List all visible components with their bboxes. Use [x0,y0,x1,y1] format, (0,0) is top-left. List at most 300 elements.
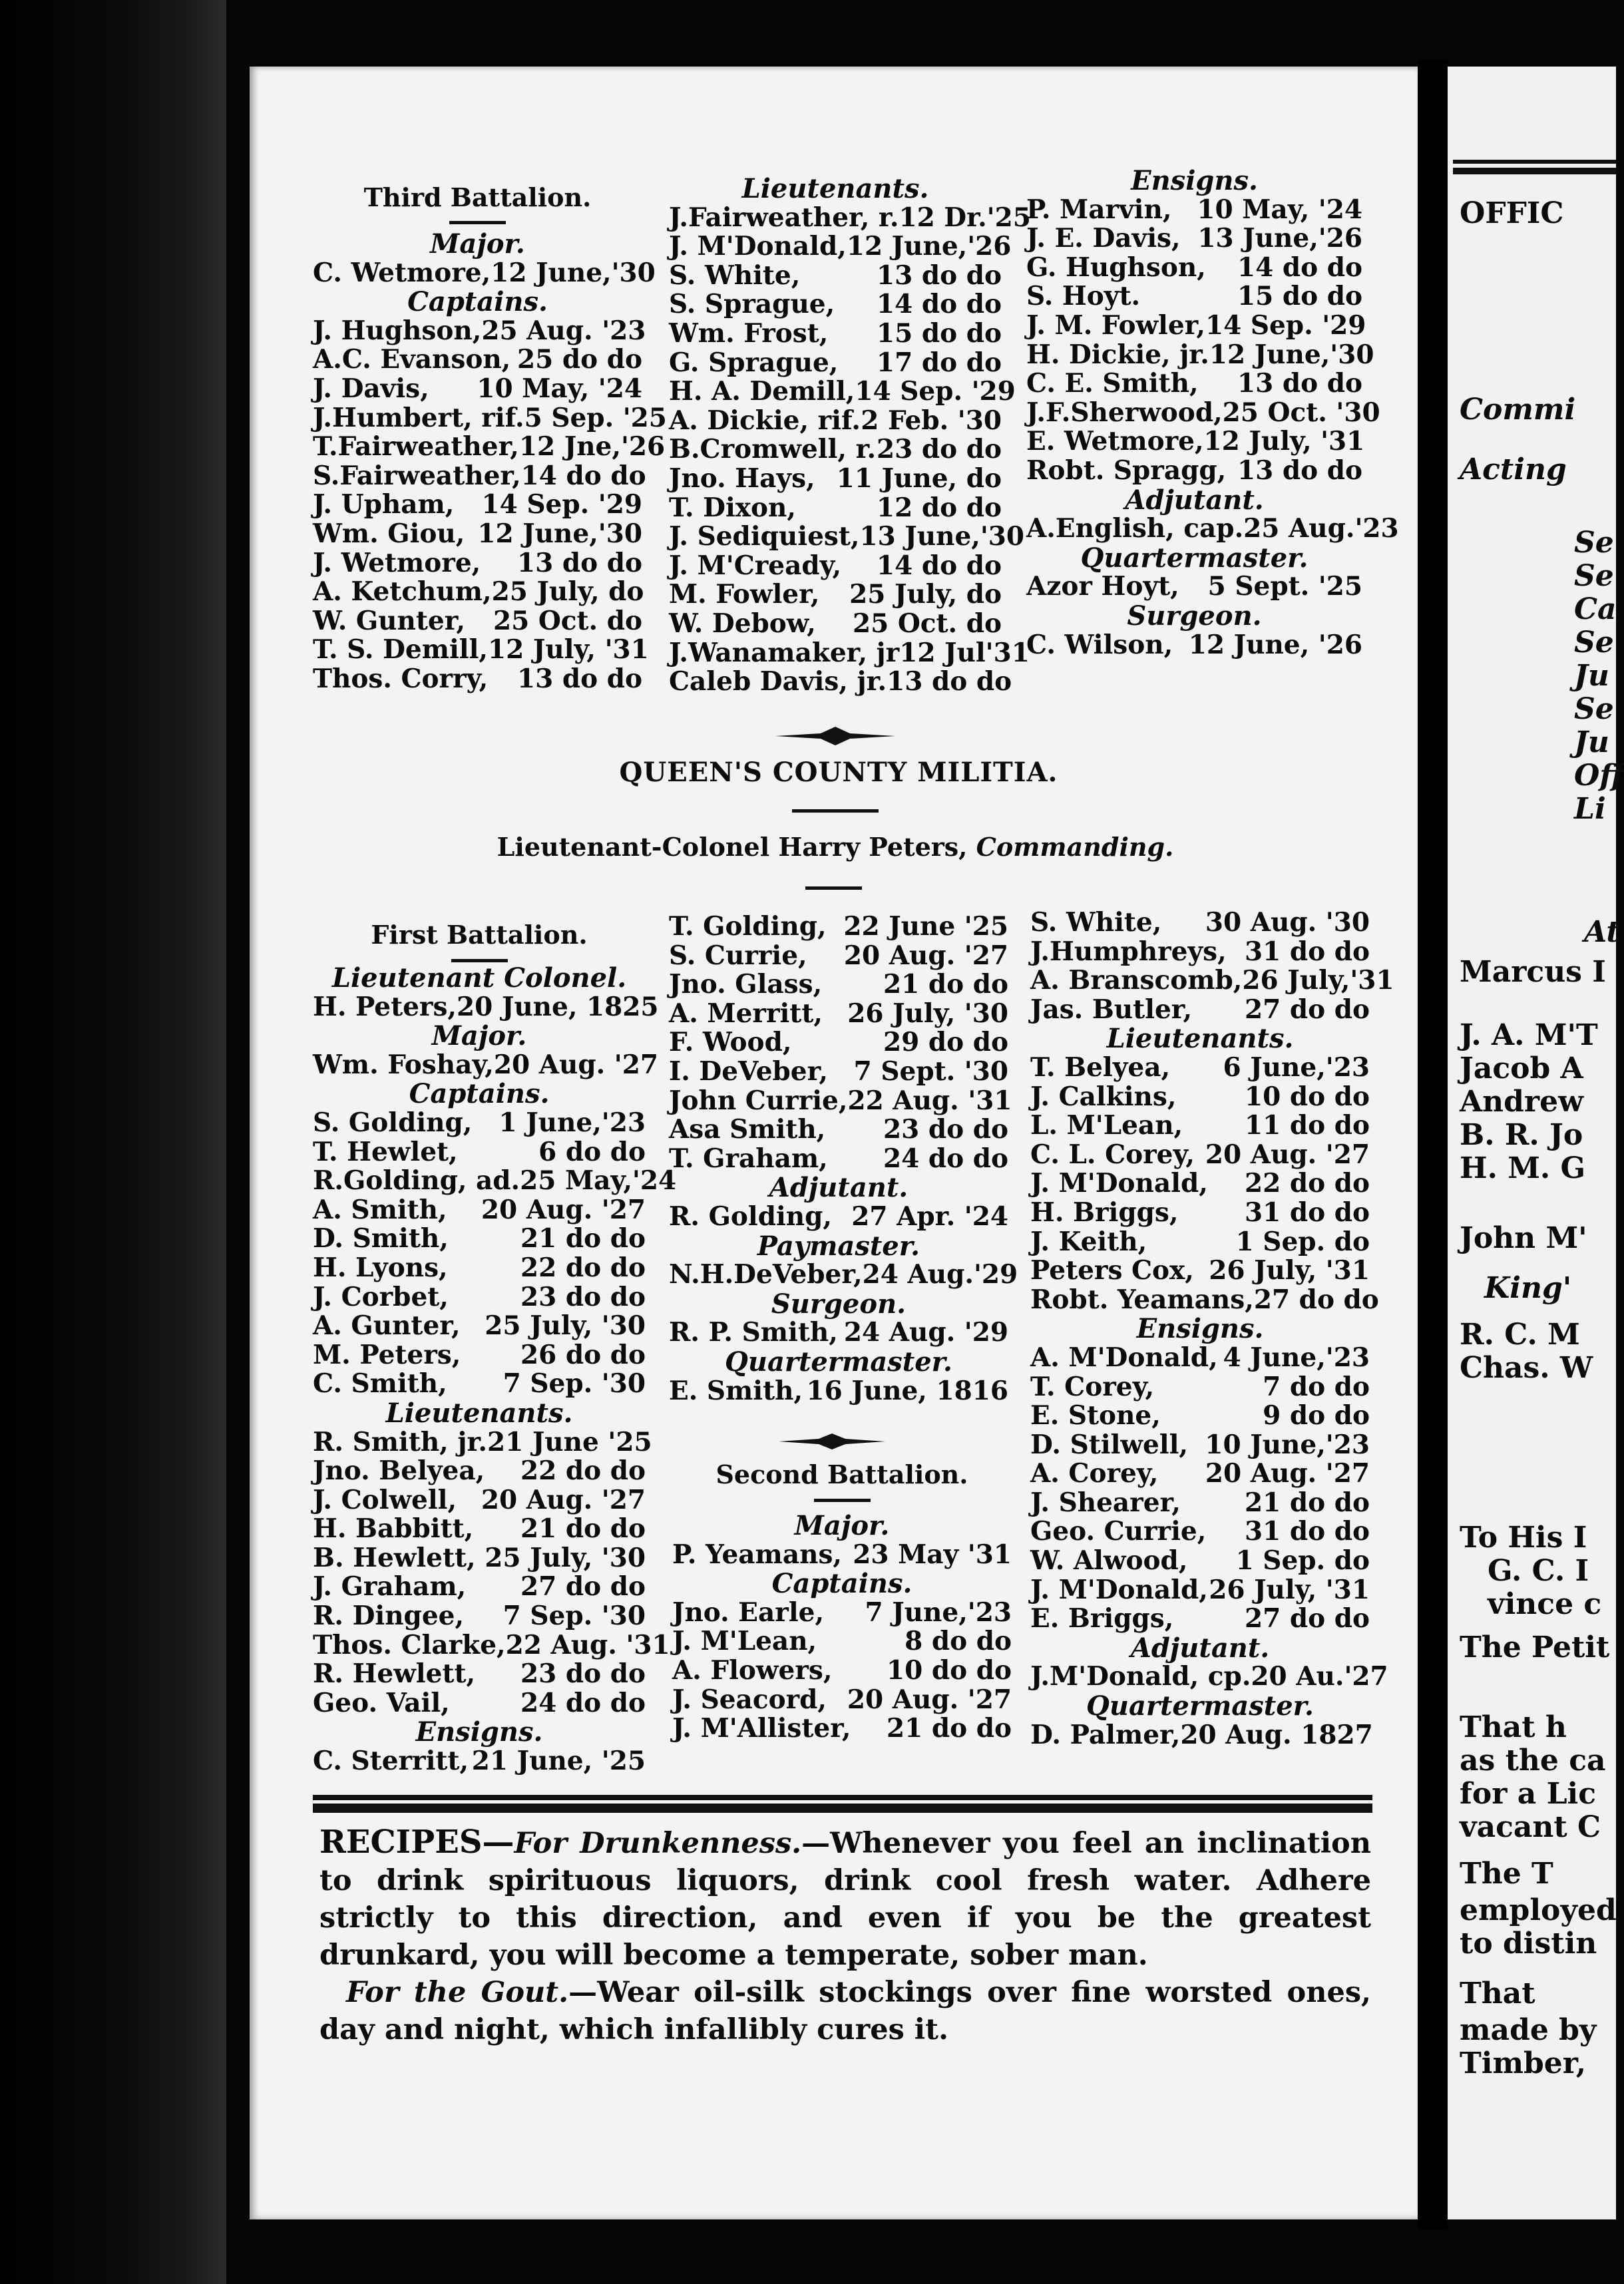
officer-entry [1030,965,1394,996]
facing-page-line: That [1460,1977,1535,2010]
officer-name: Caleb Davis, jr. [669,666,887,697]
officer-name: G. Hughson, [1026,252,1206,283]
officer-entry [313,1515,646,1544]
commission-date: 20 Aug. '27 [1205,1139,1370,1170]
commission-date: 21 do do [520,1513,646,1545]
facing-page-line: J. A. M'T [1460,1018,1598,1052]
officer-list [313,962,677,1777]
commission-date: 25 Oct. do [493,605,642,636]
facing-page-line: to distin [1460,1927,1597,1961]
officer-name: W. Alwood, [1030,1545,1188,1577]
officer-name: Jas. Butler, [1030,994,1193,1025]
commission-date: 12 June,'30 [477,518,642,549]
commission-date: 10 June,'23 [1205,1429,1370,1460]
commission-date: 25 Aug.'23 [1243,513,1399,544]
officer-name: S. Sprague, [669,289,835,320]
officer-entry [669,1259,1018,1290]
officer-entry [669,1057,1008,1087]
officer-name: J. M'Allister, [672,1713,851,1744]
facing-rule [1453,160,1616,164]
rank-heading: Quartermaster. [1080,542,1309,574]
officer-name: Peters Cox, [1030,1255,1194,1286]
officer-name: T. Corey, [1030,1371,1155,1402]
officer-name: H. Dickie, jr. [1026,339,1209,370]
officer-name: C. E. Smith, [1026,368,1199,399]
officer-entry [1030,1256,1370,1286]
officer-name: J. Corbet, [313,1281,449,1312]
officer-name: J. Hughson, [313,315,482,346]
commission-date: 31 do do [1245,1197,1370,1228]
facing-page-line: Li [1574,792,1606,826]
commission-date: 20 Aug. '27 [847,1684,1012,1715]
officer-entry [669,610,1002,639]
first-battalion-col1 [313,916,677,1777]
facing-page-line: Jacob A [1460,1051,1583,1085]
officer-entry [669,494,1002,523]
officer-entry [1026,282,1362,311]
officer-entry [669,435,1002,465]
rank-heading: Captains. [771,1568,913,1600]
officer-entry [669,465,1002,494]
officer-name: R. Hewlett, [313,1658,476,1690]
officer-entry [1026,631,1362,660]
commission-date: 23 May '31 [853,1539,1012,1570]
commission-date: 20 Au.'27 [1251,1661,1388,1692]
commission-date: 17 do do [877,347,1002,378]
officer-name: W. Debow, [669,608,816,639]
commission-date: 22 do do [520,1252,646,1283]
officer-list [672,1511,1012,1744]
officer-entry [313,1426,652,1457]
officer-entry [313,1602,646,1631]
officer-entry [1030,1547,1370,1576]
officer-name: A. Smith, [313,1194,447,1225]
officer-name: T.Fairweather, [313,431,519,463]
officer-name: J. M'Donald, [1030,1574,1208,1605]
officer-entry [313,1312,646,1341]
officer-entry [669,637,1030,668]
officer-entry [1026,196,1362,225]
facing-page-line: vacant C [1460,1810,1601,1844]
commission-date: 25 do do [517,344,642,375]
facing-page [1448,67,1624,2219]
officer-entry [313,1689,646,1718]
commission-date: 14 Sep. '29 [1205,309,1366,341]
commander-name: Lieutenant-Colonel Harry Peters, [497,832,968,862]
officer-entry [313,315,646,346]
rank-heading: Captains. [407,286,548,318]
section-rule [313,1795,1372,1800]
commission-date: 7 Sep. '30 [503,1368,646,1400]
officer-entry [669,552,1002,581]
officer-name: S. Currie, [669,940,807,971]
commission-date: 12 do do [877,492,1002,523]
commission-date: 27 Apr. '24 [851,1201,1008,1232]
officer-name: Robt. Yeamans, [1030,1284,1254,1315]
commission-date: 23 do do [877,434,1002,465]
commission-date: 12 Jul'31 [899,637,1030,668]
officer-name: T. Golding, [669,911,827,942]
officer-entry [313,1544,646,1573]
officer-entry [1030,1605,1370,1634]
officer-entry [669,970,1008,1000]
officer-name: T. S. Demill, [313,634,489,666]
facing-page-line: That h [1460,1710,1567,1744]
rank-heading: Captains. [409,1078,550,1110]
officer-entry [313,634,649,666]
officer-name: T. Belyea, [1030,1051,1171,1083]
commission-date: 14 do do [877,550,1002,581]
commission-date: 25 July, do [849,579,1002,610]
officer-name: J. Davis, [313,373,429,404]
officer-entry [1026,309,1366,341]
officer-name: J. M'Cready, [669,550,842,581]
recipes-heading: RECIPES— [319,1823,514,1861]
drunkenness-text: —Whenever you feel an inclination to drink spirituous liquors, drink cool fresh water. Adhere strictly to this direction, and even if you be the greatest drunkard, you will become a temperate, sober man. [319,1827,1371,1972]
officer-name: R. P. Smith, [669,1317,838,1348]
commission-date: 27 do do [1245,994,1370,1025]
officer-name: R.Golding, ad. [313,1165,520,1197]
commission-date: 24 Aug. '29 [843,1317,1008,1348]
commission-date: 25 July, do [491,576,644,608]
commission-date: 22 do do [1245,1168,1370,1199]
rank-heading: Adjutant. [1130,1632,1270,1664]
officer-entry [1030,1517,1370,1547]
officer-entry [313,1225,646,1254]
officer-name: A. Gunter, [313,1310,461,1342]
commission-date: 9 do do [1263,1400,1370,1431]
officer-list [669,911,1018,1406]
commission-date: 27 do do [520,1571,646,1603]
officer-entry [672,1541,1012,1570]
rank-heading: Major. [430,228,525,260]
facing-page-line: Timber, [1460,2046,1587,2080]
officer-name: P. Marvin, [1026,194,1172,225]
officer-entry [1026,426,1365,457]
officer-entry [313,1341,646,1370]
officer-entry [1026,369,1362,399]
commission-date: 1 Sep. do [1235,1545,1370,1577]
rank-heading: Quartermaster. [725,1346,952,1378]
rank-heading: Surgeon. [1127,600,1262,632]
officer-name: J. Shearer, [1030,1487,1181,1518]
officer-name: F. Wood, [669,1027,792,1058]
ornament-divider [779,1431,885,1452]
commission-date: 25 Aug. '23 [481,315,646,346]
third-battalion-col3 [1026,165,1399,660]
commission-date: 7 Sept. '30 [853,1055,1008,1087]
commission-date: 1 June,'23 [499,1107,646,1138]
facing-page-line: R. C. M [1460,1318,1580,1352]
commission-date: 4 June,'23 [1223,1342,1370,1373]
officer-name: I. DeVeber, [669,1055,828,1087]
commission-date: 25 May,'24 [520,1165,677,1197]
commission-date: 5 Sept. '25 [1207,571,1362,602]
officer-entry [313,1457,646,1486]
commission-date: 20 Aug. '27 [481,1484,646,1515]
officer-entry [313,490,642,520]
officer-entry [313,991,659,1022]
recipes-paragraph [319,1823,1371,2048]
commission-date: 25 Oct. '30 [1222,397,1380,428]
commission-date: 31 do do [1245,936,1370,967]
commission-date: 20 Aug. '27 [481,1194,646,1225]
facing-page-line: Ju [1574,659,1609,693]
officer-entry [1030,1373,1370,1402]
drunkenness-title: For Drunkenness. [514,1827,802,1860]
commission-date: 27 do do [1245,1603,1370,1634]
facing-page-line: Marcus I [1460,955,1606,989]
rank-heading: Major. [794,1510,890,1541]
officer-name: J. M'Lean, [672,1626,817,1657]
commission-date: 10 do do [887,1654,1012,1686]
officer-name: S. Hoyt. [1026,281,1141,312]
officer-entry [313,1254,646,1283]
officer-name: Wm. Giou, [313,518,465,549]
commission-date: 11 do do [1245,1110,1370,1141]
officer-entry [669,319,1002,349]
commission-date: 25 July, '30 [485,1310,646,1342]
first-battalion-col2 [669,911,1018,1406]
commission-date: 12 Jne,'26 [518,431,666,463]
queens-county-title: QUEEN'S COUNTY MILITIA. [619,757,1058,788]
officer-entry [1030,1169,1370,1199]
officer-entry [313,520,642,549]
commission-date: 22 do do [520,1455,646,1487]
facing-page-line: King' [1484,1271,1572,1305]
ornament-divider [775,724,895,748]
commission-date: 1 Sep. do [1235,1226,1370,1257]
officer-entry [672,1599,1012,1628]
officer-entry [672,1686,1012,1715]
second-battalion [672,1457,1012,1744]
commission-date: 23 do do [520,1281,646,1312]
officer-entry [669,202,1031,233]
facing-page-line: Off [1574,759,1624,793]
officer-name: Thos. Corry, [313,663,489,694]
officer-name: E. Briggs, [1030,1603,1174,1634]
gout-text: —Wear oil-silk stockings over fine worsted ones, day and night, which infallibly cures it. [319,1976,1372,2046]
officer-name: E. Smith, [669,1375,803,1406]
facing-page-line: Se [1574,692,1614,726]
officer-entry [669,349,1002,378]
commission-date: 23 do do [520,1658,646,1690]
officer-name: A. M'Donald, [1030,1342,1218,1373]
gout-title: For the Gout. [346,1976,569,2009]
commission-date: 26 July, '30 [847,998,1008,1029]
commission-date: 24 do do [520,1687,646,1718]
rank-heading: Lieutenants. [741,173,929,204]
rank-heading: Paymaster. [757,1230,920,1262]
commission-date: 10 May, '24 [1197,194,1362,225]
commission-date: 13 June,'30 [859,521,1025,552]
commission-date: 5 Sep. '25 [524,402,667,433]
facing-page-line: Se [1574,559,1614,593]
commission-date: 14 Sep. '29 [481,489,642,520]
officer-entry [313,1747,646,1776]
facing-page-line: Commi [1460,393,1576,427]
officer-entry [313,578,642,607]
commission-date: 21 do do [1245,1487,1370,1518]
officer-entry [1026,457,1362,486]
officer-name: G. Sprague, [669,347,839,378]
officer-entry [1026,513,1399,544]
officer-entry [313,665,642,694]
facing-page-line: Chas. W [1460,1351,1593,1385]
officer-entry [672,1714,1012,1744]
officer-entry [313,345,642,375]
book-binding [0,0,226,2284]
officer-entry [313,1486,646,1515]
divider [792,809,879,813]
officer-name: John Currie, [669,1085,848,1116]
third-battalion-title: Third Battalion. [363,182,592,212]
officer-name: B. Hewlett, [313,1542,476,1573]
officer-name: Wm. Foshay, [313,1049,494,1080]
commission-date: 20 Aug. '27 [843,940,1008,971]
officer-name: A. Ketchum, [313,576,492,608]
officer-entry [1030,1083,1370,1112]
officer-name: D. Smith, [313,1223,449,1254]
third-battalion-col2 [669,173,1031,697]
officer-name: J. Wetmore, [313,547,481,578]
officer-name: T. Dixon, [669,492,796,523]
facing-page-line: The Petit [1460,1630,1610,1664]
facing-page-line: vince c [1488,1587,1602,1621]
officer-entry [1026,572,1362,602]
officer-name: A. Merritt, [669,998,823,1029]
facing-page-line: B. R. Jo [1460,1118,1583,1152]
officer-entry [1026,254,1362,283]
officer-name: A.C. Evanson, [313,344,511,375]
officer-entry [669,521,1025,552]
commission-date: 20 Aug. 1827 [1180,1719,1373,1750]
officer-list [313,228,667,694]
section-rule [313,1804,1372,1813]
officer-entry [669,912,1008,942]
first-battalion-col3 [1030,907,1394,1750]
commission-date: 16 June, 1816 [806,1375,1008,1406]
officer-entry [1030,1344,1370,1373]
officer-entry [313,431,666,463]
officer-entry [1030,1489,1370,1518]
officer-name: J.Humbert, rif. [313,402,524,433]
commission-date: 10 do do [1245,1081,1370,1112]
officer-entry [669,262,1002,291]
officer-entry [669,1028,1008,1057]
commission-date: 12 June, '26 [1188,629,1362,660]
facing-page-line: employed [1460,1893,1617,1927]
officer-name: Robt. Spragg, [1026,455,1227,486]
commission-date: 30 Aug. '30 [1205,907,1370,938]
facing-page-line: Ca [1574,592,1617,626]
officer-name: H. Briggs, [1030,1197,1179,1228]
officer-entry [1030,1199,1370,1228]
officer-name: W. Gunter, [313,605,466,636]
rank-heading: Surgeon. [771,1288,907,1320]
officer-name: Jno. Glass, [669,969,823,1000]
officer-entry [313,1165,677,1197]
officer-name: J. E. Davis, [1026,223,1181,254]
officer-name: J.Wanamaker, jr [669,637,900,668]
officer-name: C. L. Corey, [1030,1139,1195,1170]
officer-name: C. Wetmore, [313,257,491,288]
officer-name: Geo. Vail, [313,1687,450,1718]
officer-entry [669,666,1012,697]
officer-entry [669,376,1016,407]
officer-entry [1030,1402,1370,1431]
officer-name: S.Fairweather, [313,460,521,491]
commission-date: 14 do do [1237,252,1362,283]
officer-name: J.M'Donald, cp. [1030,1661,1251,1692]
officer-name: R. Dingee, [313,1601,465,1632]
officer-entry [313,460,646,491]
officer-entry [1030,908,1370,938]
facing-page-line: as the ca [1460,1744,1606,1778]
facing-page-line: G. C. I [1488,1554,1589,1588]
rank-heading: Ensigns. [415,1716,543,1748]
officer-name: A. Corey, [1030,1458,1159,1489]
facing-page-line: made by [1460,2013,1597,2047]
officer-name: E. Wetmore, [1026,426,1204,457]
officer-name: A. Branscomb, [1030,965,1243,996]
officer-name: A. Dickie, rif. [669,405,861,436]
officer-entry [669,1203,1008,1232]
commission-date: 14 do do [520,460,646,491]
commission-date: 14 Sep. '29 [855,376,1016,407]
officer-name: Jno. Hays, [669,463,815,494]
officer-entry [1030,938,1370,967]
officer-entry [1030,1661,1388,1692]
divider [449,221,506,224]
officer-name: S. Golding, [313,1107,473,1138]
commission-date: 23 do do [883,1114,1008,1145]
facing-page-line: To His I [1460,1521,1587,1555]
officer-name: J.Fairweather, r. [669,202,899,233]
officer-name: J.Humphreys, [1030,936,1227,967]
officer-entry [313,549,642,578]
officer-name: J. M. Fowler, [1026,309,1205,341]
commission-date: 21 June, '25 [471,1746,646,1777]
commission-date: 12 June,'26 [846,231,1012,262]
commander-role: Commanding. [976,832,1174,862]
first-battalion-title: First Battalion. [371,920,588,950]
officer-name: J. Sediquiest, [669,521,860,552]
facing-page-line: Acting [1460,453,1567,486]
commission-date: 13 do do [887,666,1012,697]
commission-date: 13 do do [517,547,642,578]
officer-entry [313,1283,646,1312]
officer-entry [313,607,642,636]
officer-name: A.English, cap. [1026,513,1244,544]
commission-date: 11 June, do [836,463,1002,494]
officer-entry [1030,1111,1370,1141]
officer-name: M. Peters, [313,1339,461,1370]
commission-date: 22 Aug. '31 [847,1085,1012,1116]
officer-name: A. Flowers, [672,1654,833,1686]
officer-entry [1030,1459,1370,1489]
commander-line [373,832,1298,862]
commission-date: 26 July,'31 [1242,965,1394,996]
commission-date: 12 June,'30 [491,257,656,288]
facing-page-line: John M' [1460,1221,1587,1255]
commission-date: 15 do do [1237,281,1362,312]
officer-name: T. Graham, [669,1143,828,1174]
rank-heading: Quartermaster. [1086,1690,1314,1722]
officer-entry [669,580,1002,610]
officer-list [669,173,1031,697]
officer-entry [1030,1719,1373,1750]
